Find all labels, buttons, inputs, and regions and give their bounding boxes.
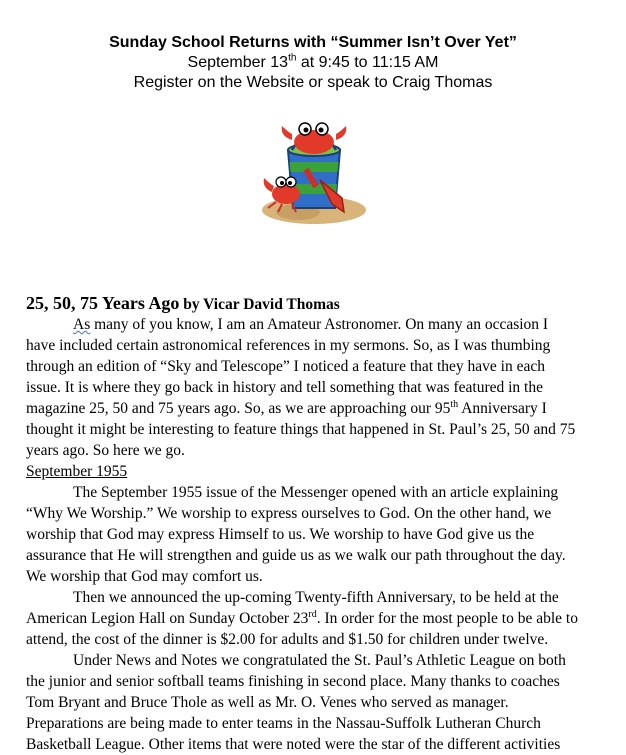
announcement-date-text: September 13 [187, 54, 289, 71]
intro-line-text: many of you know, I am an Amateur Astronomer. On many an occasion I [90, 316, 549, 333]
announcement-title: Sunday School Returns with “Summer Isn’t Over Yet” [109, 34, 517, 51]
article-title-text: 25, 50, 75 Years Ago [26, 293, 180, 313]
intro-line: have included certain astronomical references in my sermons. So, as I was thumbing [26, 337, 551, 354]
intro-line: through an edition of “Sky and Telescope” I noticed a feature that they have in each [26, 358, 545, 375]
para3-line: Basketball League. Other items that were noted were the star of the different activities [26, 736, 561, 753]
announcement-date-sup: th [288, 52, 297, 64]
intro-line-text: magazine 25, 50 and 75 years ago. So, as we are approaching our 95 [26, 400, 451, 417]
para3-line: the junior and senior softball teams finishing in second place. Many thanks to coaches [26, 673, 560, 690]
intro-line: years ago. So here we go. [26, 442, 185, 459]
para2-line [26, 587, 559, 608]
para3-line: Tom Bryant and Bruce Thole as well as Mr. O. Venes who served as manager. [26, 694, 509, 711]
announcement-time-text: at 9:45 to 11:15 AM [296, 54, 439, 71]
para2-line: attend, the cost of the dinner is $2.00 for adults and $1.50 for children under twelve. [26, 631, 549, 648]
para1-line [26, 482, 558, 503]
para1-line: “Why We Worship.” We worship to express ourselves to God. On the other hand, we [26, 505, 552, 522]
intro-line: issue. It is where they go back in history and tell something that was featured in the [26, 379, 543, 396]
announcement-date [0, 53, 626, 73]
para1-line: assurance that He will strengthen and guide us as we walk our path throughout the day. [26, 547, 566, 564]
article-byline: by Vicar David Thomas [179, 296, 340, 313]
intro-line-text: Anniversary I [458, 400, 547, 417]
para2-line-text: American Legion Hall on Sunday October 23 [26, 610, 309, 627]
para1-line-text: The September 1955 issue of the Messenger opened with an article explaining [73, 484, 559, 501]
para2-line-text: . In order for the most people to be able to [316, 610, 578, 627]
para3-line [26, 650, 566, 671]
para2-line [26, 608, 578, 629]
article-title [26, 292, 340, 316]
intro-first-word: As [73, 316, 91, 333]
crab-sandcastle-bucket-icon [258, 108, 370, 226]
para1-line: We worship that God may comfort us. [26, 568, 263, 585]
intro-line [26, 314, 548, 335]
para1-line: worship that God may express Himself to us. We worship to have God give us the [26, 526, 535, 543]
intro-sup: th [450, 398, 459, 410]
para3-line: Preparations are being made to enter teams in the Nassau-Suffolk Lutheran Church [26, 715, 541, 732]
para3-line-text: Under News and Notes we congratulated the St. Paul’s Athletic League on both [73, 652, 566, 669]
para2-line-text: Then we announced the up-coming Twenty-fifth Anniversary, to be held at the [73, 589, 559, 606]
announcement-register: Register on the Website or speak to Craig Thomas [133, 74, 493, 91]
section-heading: September 1955 [26, 463, 128, 480]
sunday-school-announcement [0, 33, 626, 93]
para2-sup: rd [308, 608, 317, 620]
intro-line [26, 398, 547, 419]
intro-line: thought it might be interesting to feature things that happened in St. Paul’s 25, 50 and 75 [26, 421, 576, 438]
